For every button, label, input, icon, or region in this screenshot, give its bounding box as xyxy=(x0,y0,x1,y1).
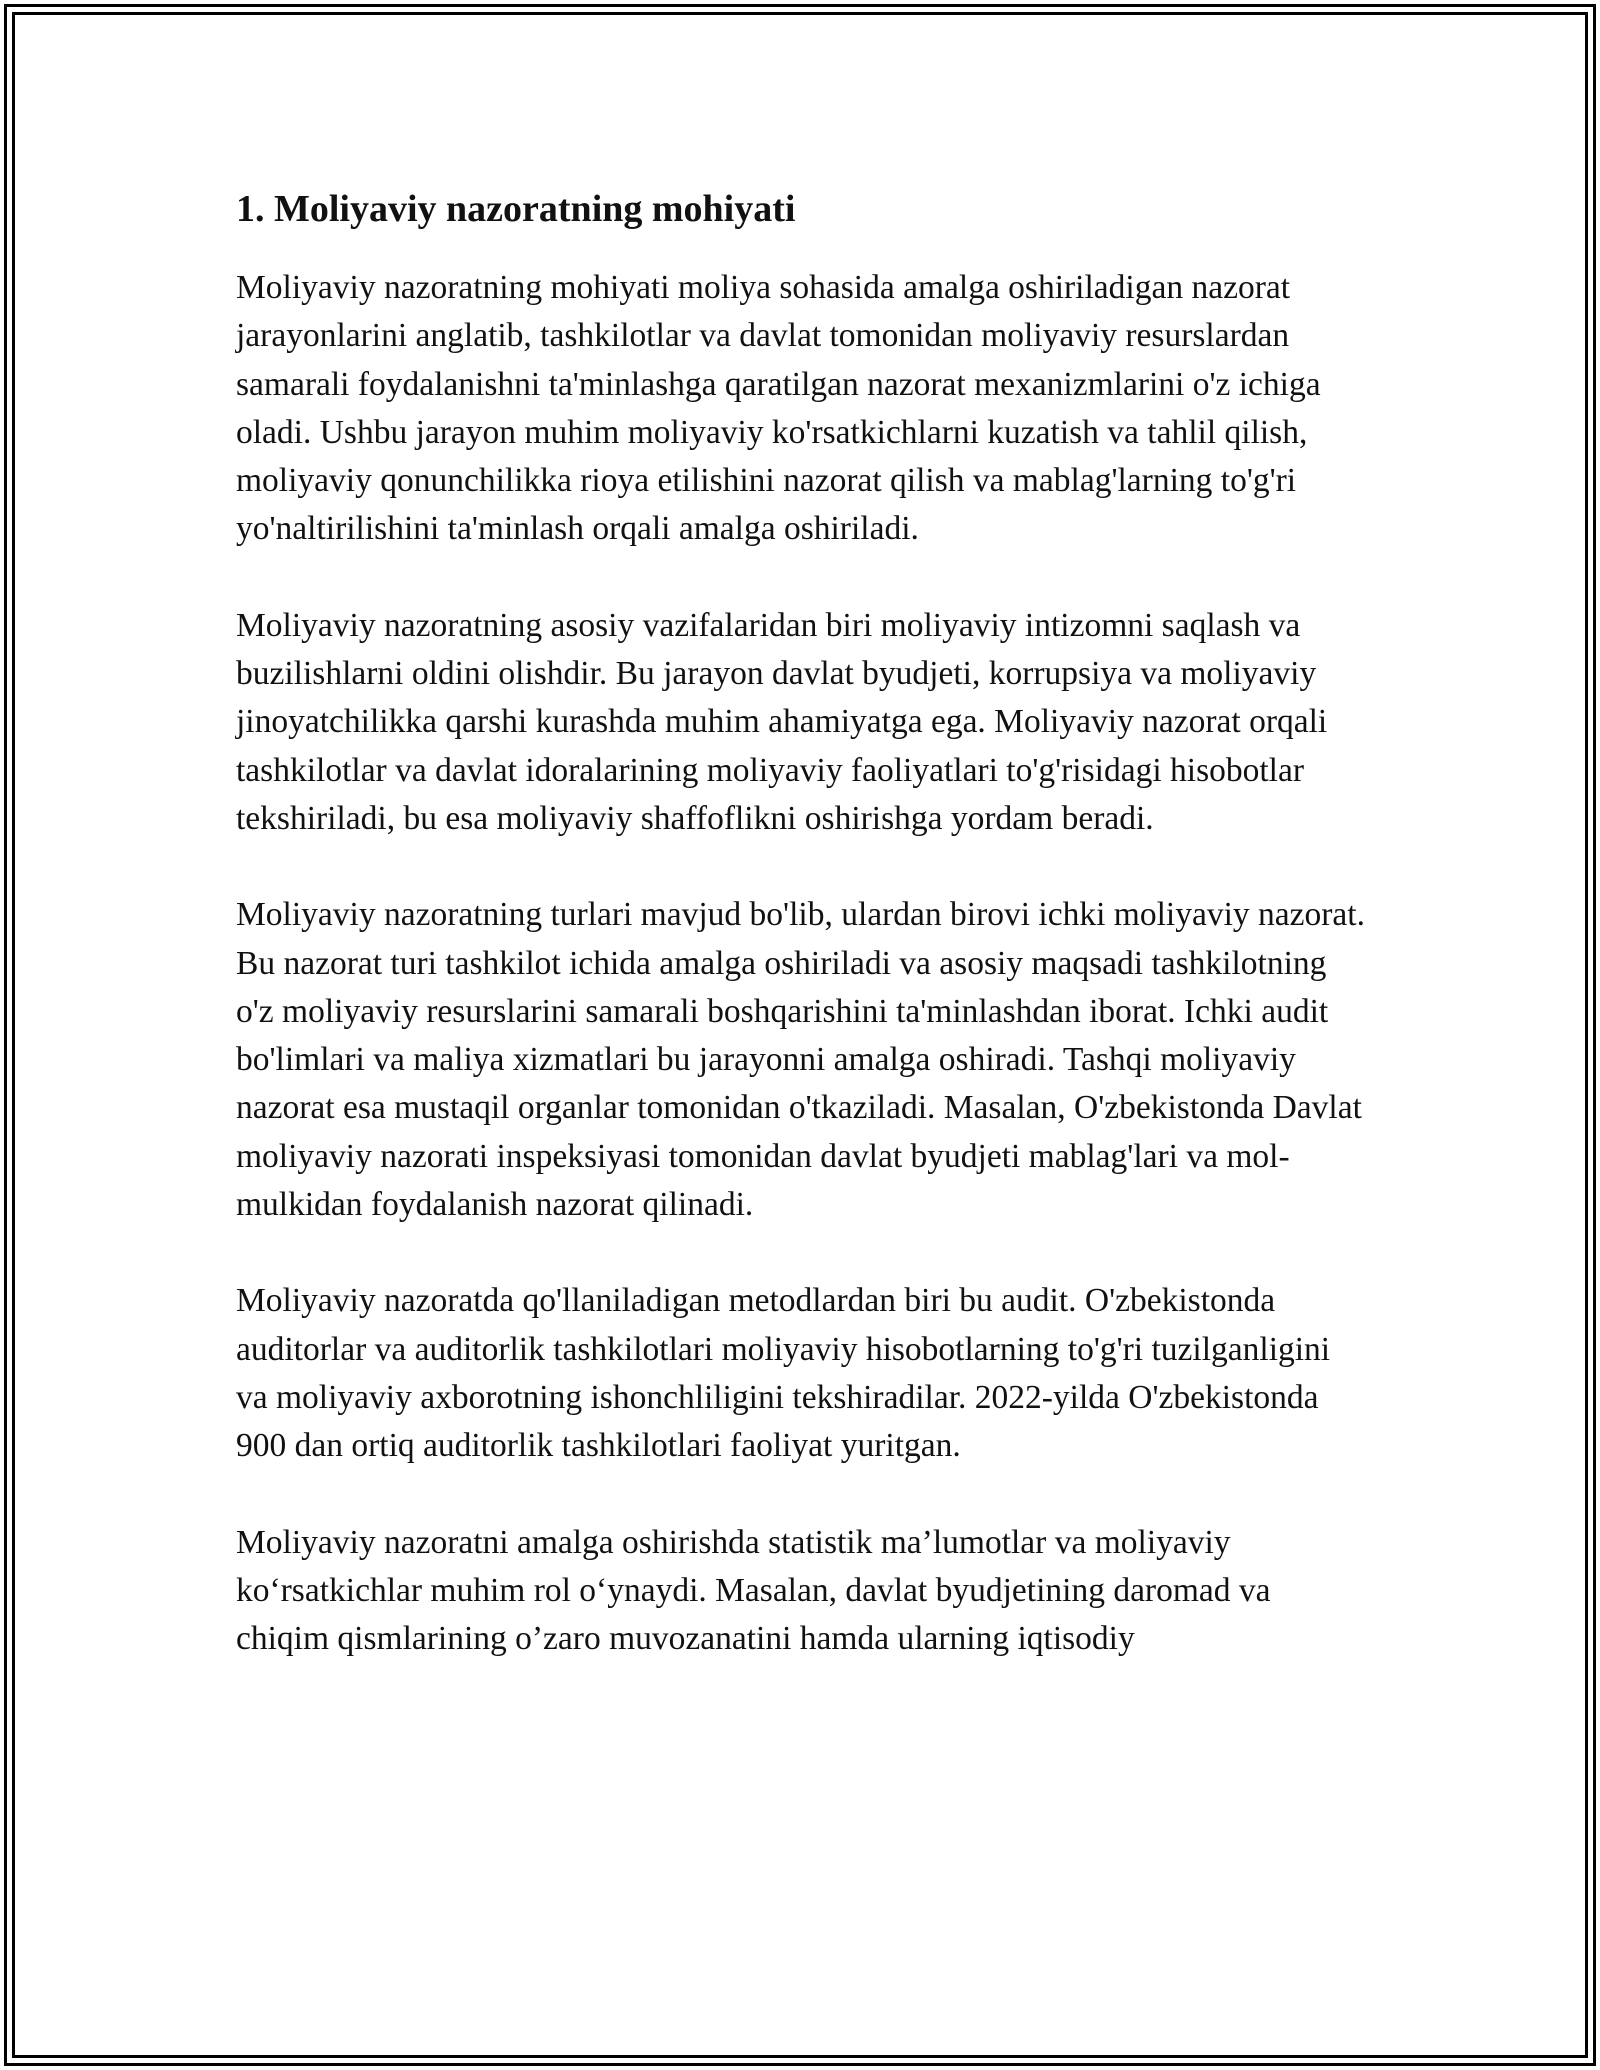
paragraph-4: Moliyaviy nazoratda qo'llaniladigan metodlardan biri bu audit. O'zbekistonda auditorlar va auditorlik tashkilotlari moliyaviy hisobotlarning to'g'ri tuzilganligini va moliyaviy axborotning ishonchliligini tekshiradilar. 2022-yilda O'zbekistonda 900 dan ortiq auditorlik tashkilotlari faoliyat yuritgan. xyxy=(236,1282,1331,1465)
document-body xyxy=(236,186,1366,1711)
paragraph-5: Moliyaviy nazoratni amalga oshirishda statistik ma’lumotlar va moliyaviy ko‘rsatkichlar muhim rol o‘ynaydi. Masalan, davlat byudjetining daromad va chiqim qismlarining o’zaro muvozanatini hamda ularning iqtisodiy xyxy=(236,1523,1271,1658)
section-heading: 1. Moliyaviy nazoratning mohiyati xyxy=(236,188,796,230)
paragraph-3: Moliyaviy nazoratning turlari mavjud bo'lib, ulardan birovi ichki moliyaviy nazorat. Bu nazorat turi tashkilot ichida amalga oshiriladi va asosiy maqsadi tashkilotning o'z moliyaviy resurslarini samarali boshqarishini ta'minlashdan iborat. Ichki audit bo'limlari va maliya xizmatlari bu jarayonni amalga oshiradi. Tashqi moliyaviy nazorat esa mustaqil organlar tomonidan o'tkaziladi. Masalan, O'zbekistonda Davlat moliyaviy nazorati inspeksiyasi tomonidan davlat byudjeti mablag'lari va mol-mulkidan foydalanish nazorat qilinadi. xyxy=(236,896,1365,1224)
paragraph-2: Moliyaviy nazoratning asosiy vazifalaridan biri moliyaviy intizomni saqlash va buzilishlarni oldini olishdir. Bu jarayon davlat byudjeti, korrupsiya va moliyaviy jinoyatchilikka qarshi kurashda muhim ahamiyatga ega. Moliyaviy nazorat orqali tashkilotlar va davlat idoralarining moliyaviy faoliyatlari to'g'risidagi hisobotlar tekshiriladi, bu esa moliyaviy shaffoflikni oshirishga yordam beradi. xyxy=(236,606,1328,837)
paragraph-1: Moliyaviy nazoratning mohiyati moliya sohasida amalga oshiriladigan nazorat jarayonlarini anglatib, tashkilotlar va davlat tomonidan moliyaviy resurslardan samarali foydalanishni ta'minlashga qaratilgan nazorat mexanizmlarini o'z ichiga oladi. Ushbu jarayon muhim moliyaviy ko'rsatkichlarni kuzatish va tahlil qilish, moliyaviy qonunchilikka rioya etilishini nazorat qilish va mablag'larning to'g'ri yo'naltirilishini ta'minlash orqali amalga oshiriladi. xyxy=(236,269,1321,548)
